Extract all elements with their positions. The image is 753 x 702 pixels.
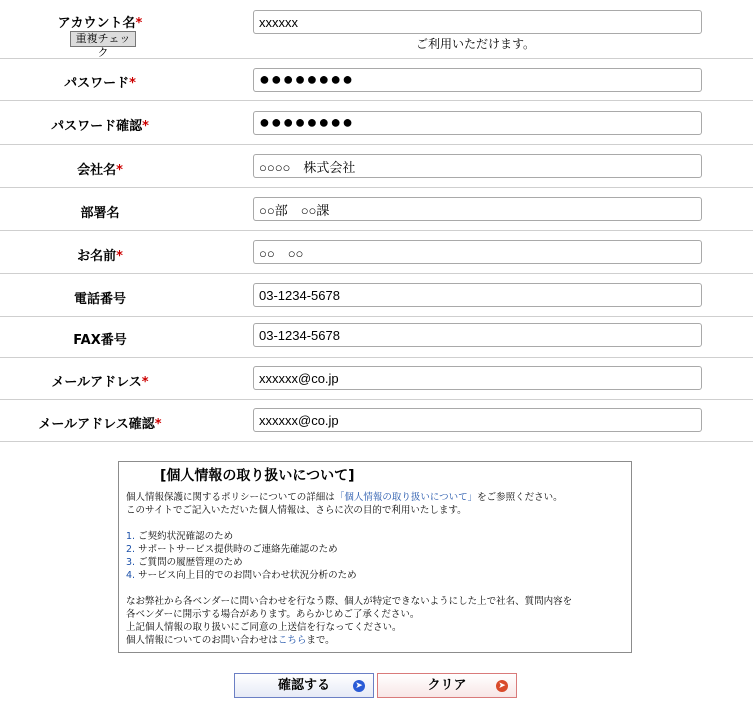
required-mark: * [141, 375, 149, 390]
password-confirm-input[interactable]: ●●●●●●●● [253, 111, 702, 135]
privacy-contact-text: 個人情報についてのお問い合わせは [126, 635, 278, 646]
password-input[interactable]: ●●●●●●●● [253, 68, 702, 92]
privacy-text [126, 491, 626, 647]
name-label-text: お名前 [77, 249, 117, 264]
privacy-notice-2: 各ベンダーに開示する場合があります。あらかじめご了承ください。 [126, 609, 420, 620]
privacy-intro [126, 491, 626, 504]
privacy-notice-3: 上記個人情報の取り扱いにご同意の上送信を行なってください。 [126, 622, 402, 633]
account-label-text: アカウント名 [57, 16, 136, 31]
availability-note: ご利用いただけます。 [416, 37, 536, 51]
privacy-intro-end: をご参照ください。 [477, 492, 563, 503]
purpose-item [126, 530, 626, 543]
purpose-item [126, 556, 626, 569]
required-mark: * [129, 76, 136, 91]
confirm-button[interactable] [234, 673, 374, 698]
privacy-intro-text: 個人情報保護に関するポリシーについての詳細は [126, 492, 335, 503]
account-label [0, 12, 200, 31]
company-label-text: 会社名 [77, 163, 117, 178]
required-mark: * [116, 249, 123, 264]
password-label [0, 72, 200, 91]
required-mark: * [142, 119, 149, 134]
privacy-title: [個人情報の取り扱いについて] [156, 465, 359, 485]
row-department [0, 188, 753, 231]
company-input[interactable] [253, 154, 702, 178]
purpose-text: ご質問の履歴管理のため [138, 557, 243, 568]
clear-button-label: クリア [427, 678, 467, 693]
purpose-item [126, 543, 626, 556]
privacy-line2: このサイトでご記入いただいた個人情報は、さらに次の目的で利用いたします。 [126, 505, 467, 516]
email-input[interactable] [253, 366, 702, 390]
email-confirm-input[interactable] [253, 408, 702, 432]
privacy-contact-link[interactable]: こちら [277, 635, 307, 646]
email-confirm-label [0, 413, 200, 432]
privacy-policy-link[interactable]: 「個人情報の取り扱いについて」 [334, 492, 478, 503]
password-confirm-label-text: パスワード確認 [51, 119, 143, 134]
department-label [0, 202, 200, 221]
purpose-number: 1. [126, 531, 136, 542]
arrow-right-icon: ➤ [496, 680, 508, 692]
row-password [0, 58, 753, 101]
purpose-number: 2. [126, 544, 136, 555]
row-email-confirm [0, 400, 753, 442]
required-mark: * [154, 417, 162, 432]
phone-input[interactable] [253, 283, 702, 307]
fax-input[interactable] [253, 323, 702, 347]
company-label [0, 159, 200, 178]
account-input[interactable] [253, 10, 702, 34]
email-confirm-label-text: メールアドレス確認 [38, 417, 155, 432]
clear-button[interactable] [377, 673, 517, 698]
email-label-text: メールアドレス [51, 375, 142, 390]
arrow-right-icon: ➤ [353, 680, 365, 692]
email-label [0, 371, 200, 390]
row-company [0, 145, 753, 188]
purpose-number: 4. [126, 570, 136, 581]
name-label [0, 245, 200, 264]
duplicate-check-button[interactable]: 重複チェック [70, 31, 136, 47]
row-account [0, 0, 753, 59]
name-input[interactable] [253, 240, 702, 264]
required-mark: * [116, 163, 123, 178]
row-name [0, 231, 753, 274]
password-label-text: パスワード [64, 76, 130, 91]
phone-label-text: 電話番号 [73, 292, 126, 307]
purpose-number: 3. [126, 557, 136, 568]
department-input[interactable] [253, 197, 702, 221]
privacy-contact-end: まで。 [306, 635, 335, 646]
row-email [0, 358, 753, 400]
privacy-contact [126, 634, 626, 647]
confirm-button-label: 確認する [277, 678, 330, 693]
fax-label [0, 329, 200, 348]
department-label-text: 部署名 [80, 206, 120, 221]
password-confirm-label [0, 115, 200, 134]
purpose-item [126, 569, 626, 582]
purpose-text: ご契約状況確認のため [138, 531, 234, 542]
phone-label [0, 288, 200, 307]
row-password-confirm [0, 101, 753, 145]
purpose-text: サービス向上目的でのお問い合わせ状況分析のため [138, 570, 357, 581]
required-mark: * [135, 16, 143, 31]
privacy-notice-1: なお弊社から各ベンダーに問い合わせを行なう際、個人が特定できないようにした上で社名、質問内容を [126, 596, 573, 607]
row-fax [0, 317, 753, 358]
purpose-text: サポートサービス提供時のご連絡先確認のため [138, 544, 338, 555]
fax-label-text: FAX番号 [73, 333, 127, 348]
row-phone [0, 274, 753, 317]
